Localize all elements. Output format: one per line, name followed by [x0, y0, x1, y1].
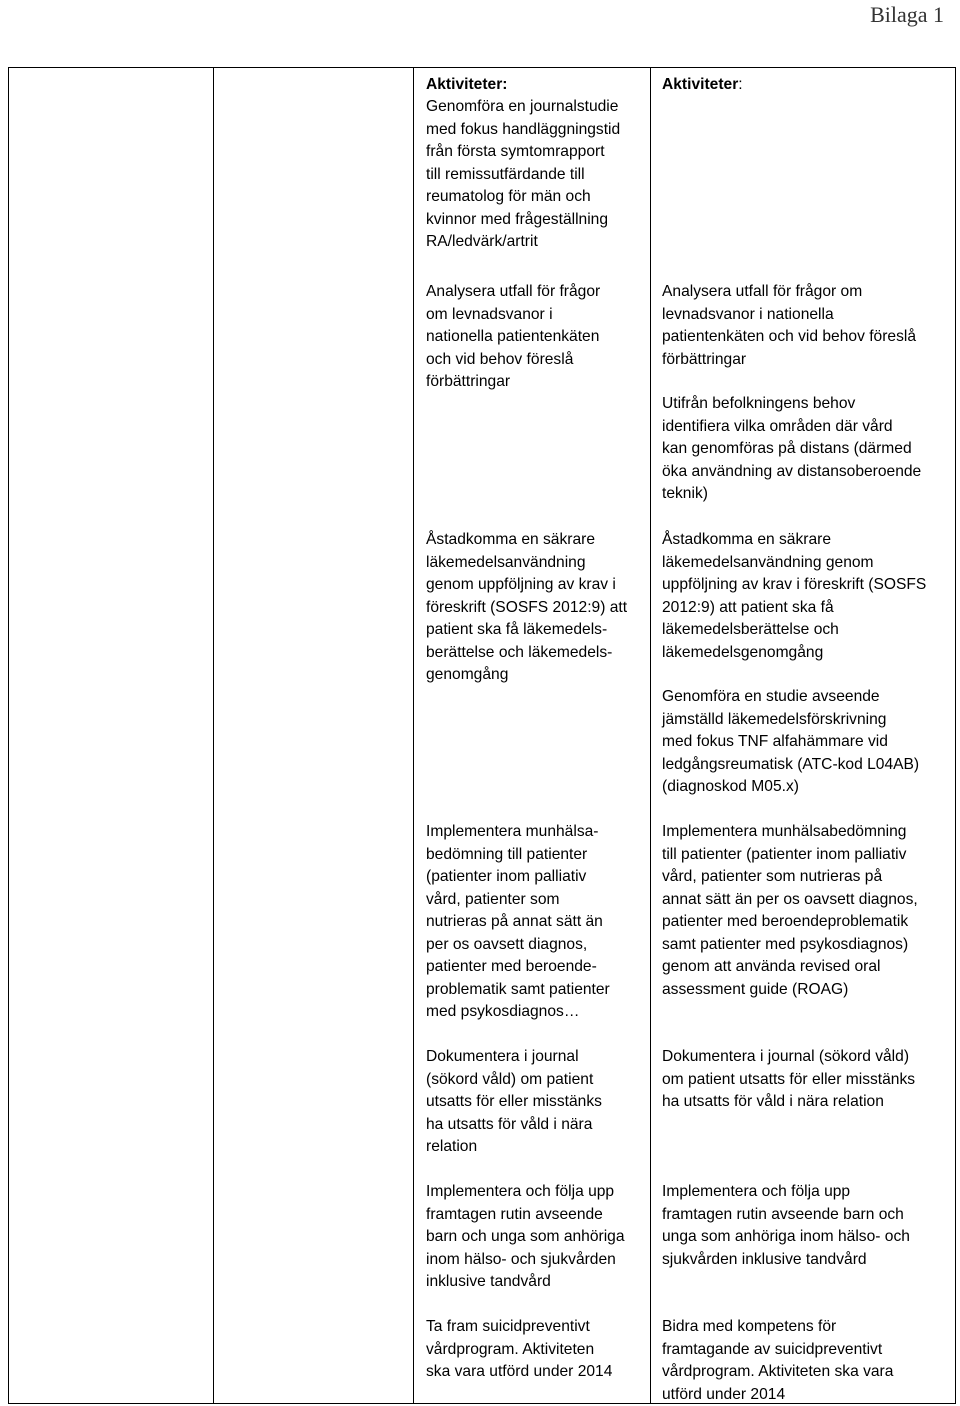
activity-item: Ta fram suicidpreventivt vårdprogram. Aktiviteten ska vara utförd under 2014: [426, 1318, 613, 1380]
activity-item: Åstadkomma en säkrare läkemedelsanvändning genom uppföljning av krav i föreskrift (SOSFS 2012:9) att patient ska få läkemedelsberättelse och läkemedelsgenomgång: [662, 531, 927, 661]
activity-item: Dokumentera i journal (sökord våld) om patient utsatts för eller misstänks ha utsatts för våld i nära relation: [426, 1048, 602, 1155]
activity-item: Implementera och följa upp framtagen rutin avseende barn och unga som anhöriga inom hälso- och sjukvården inklusive tandvård: [426, 1183, 625, 1290]
activity-item: Åstadkomma en säkrare läkemedelsanvändning genom uppföljning av krav i föreskrift (SOSFS 2012:9) att patient ska få läkemedels- berättelse och läkemedels- genomgång: [426, 531, 628, 683]
activity-item: Utifrån befolkningens behov identifiera vilka områden där vård kan genomföras på distans (därmed öka användning av distansoberoende teknik): [662, 395, 922, 502]
activity-item: Implementera munhälsabedömning till patienter (patienter inom palliativ vård, patienter som nutrieras på annat sätt än per os oavsett diagnos, patienter med beroendeproblematik samt patienter med psykosdiagnos) genom att använda revised oral assessment guide (ROAG): [662, 823, 918, 998]
activity-item: Genomföra en studie avseende jämställd läkemedelsförskrivning med fokus TNF alfahämmare vid ledgångsreumatisk (ATC-kod L04AB) (diagnoskod M05.x): [662, 688, 920, 795]
activities-table: [8, 67, 956, 1404]
activity-item: Implementera munhälsa- bedömning till patienter (patienter inom palliativ vård, patienter som nutrieras på annat sätt än per os oavsett diagnos, patienter med beroende- problematik samt patienter med psykosdiagnos…: [426, 823, 610, 1020]
column-divider-2: [413, 68, 414, 1403]
column-heading: Aktiviteter:: [426, 76, 508, 93]
activity-item: Analysera utfall för frågor om levnadsvanor i nationella patientenkäten och vid behov föreslå förbättringar: [662, 283, 917, 368]
activity-item: Implementera och följa upp framtagen rutin avseende barn och unga som anhöriga inom hälso- och sjukvården inklusive tandvård: [662, 1183, 910, 1268]
column-divider-1: [213, 68, 214, 1403]
column-divider-3: [650, 68, 651, 1403]
activity-item: Bidra med kompetens för framtagande av suicidpreventivt vårdprogram. Aktiviteten ska vara utförd under 2014: [662, 1318, 894, 1403]
activity-item: Genomföra en journalstudie med fokus handläggningstid från första symtomrapport till remissutfärdande till reumatolog för män och kvinnor med frågeställning RA/ledvärk/artrit: [426, 98, 621, 250]
activity-item: Dokumentera i journal (sökord våld) om patient utsatts för eller misstänks ha utsatts för våld i nära relation: [662, 1048, 916, 1110]
activity-item: Analysera utfall för frågor om levnadsvanor i nationella patientenkäten och vid behov föreslå förbättringar: [426, 283, 601, 390]
page-header-label: Bilaga 1: [870, 2, 944, 27]
column-heading: Aktiviteter:: [662, 76, 743, 93]
